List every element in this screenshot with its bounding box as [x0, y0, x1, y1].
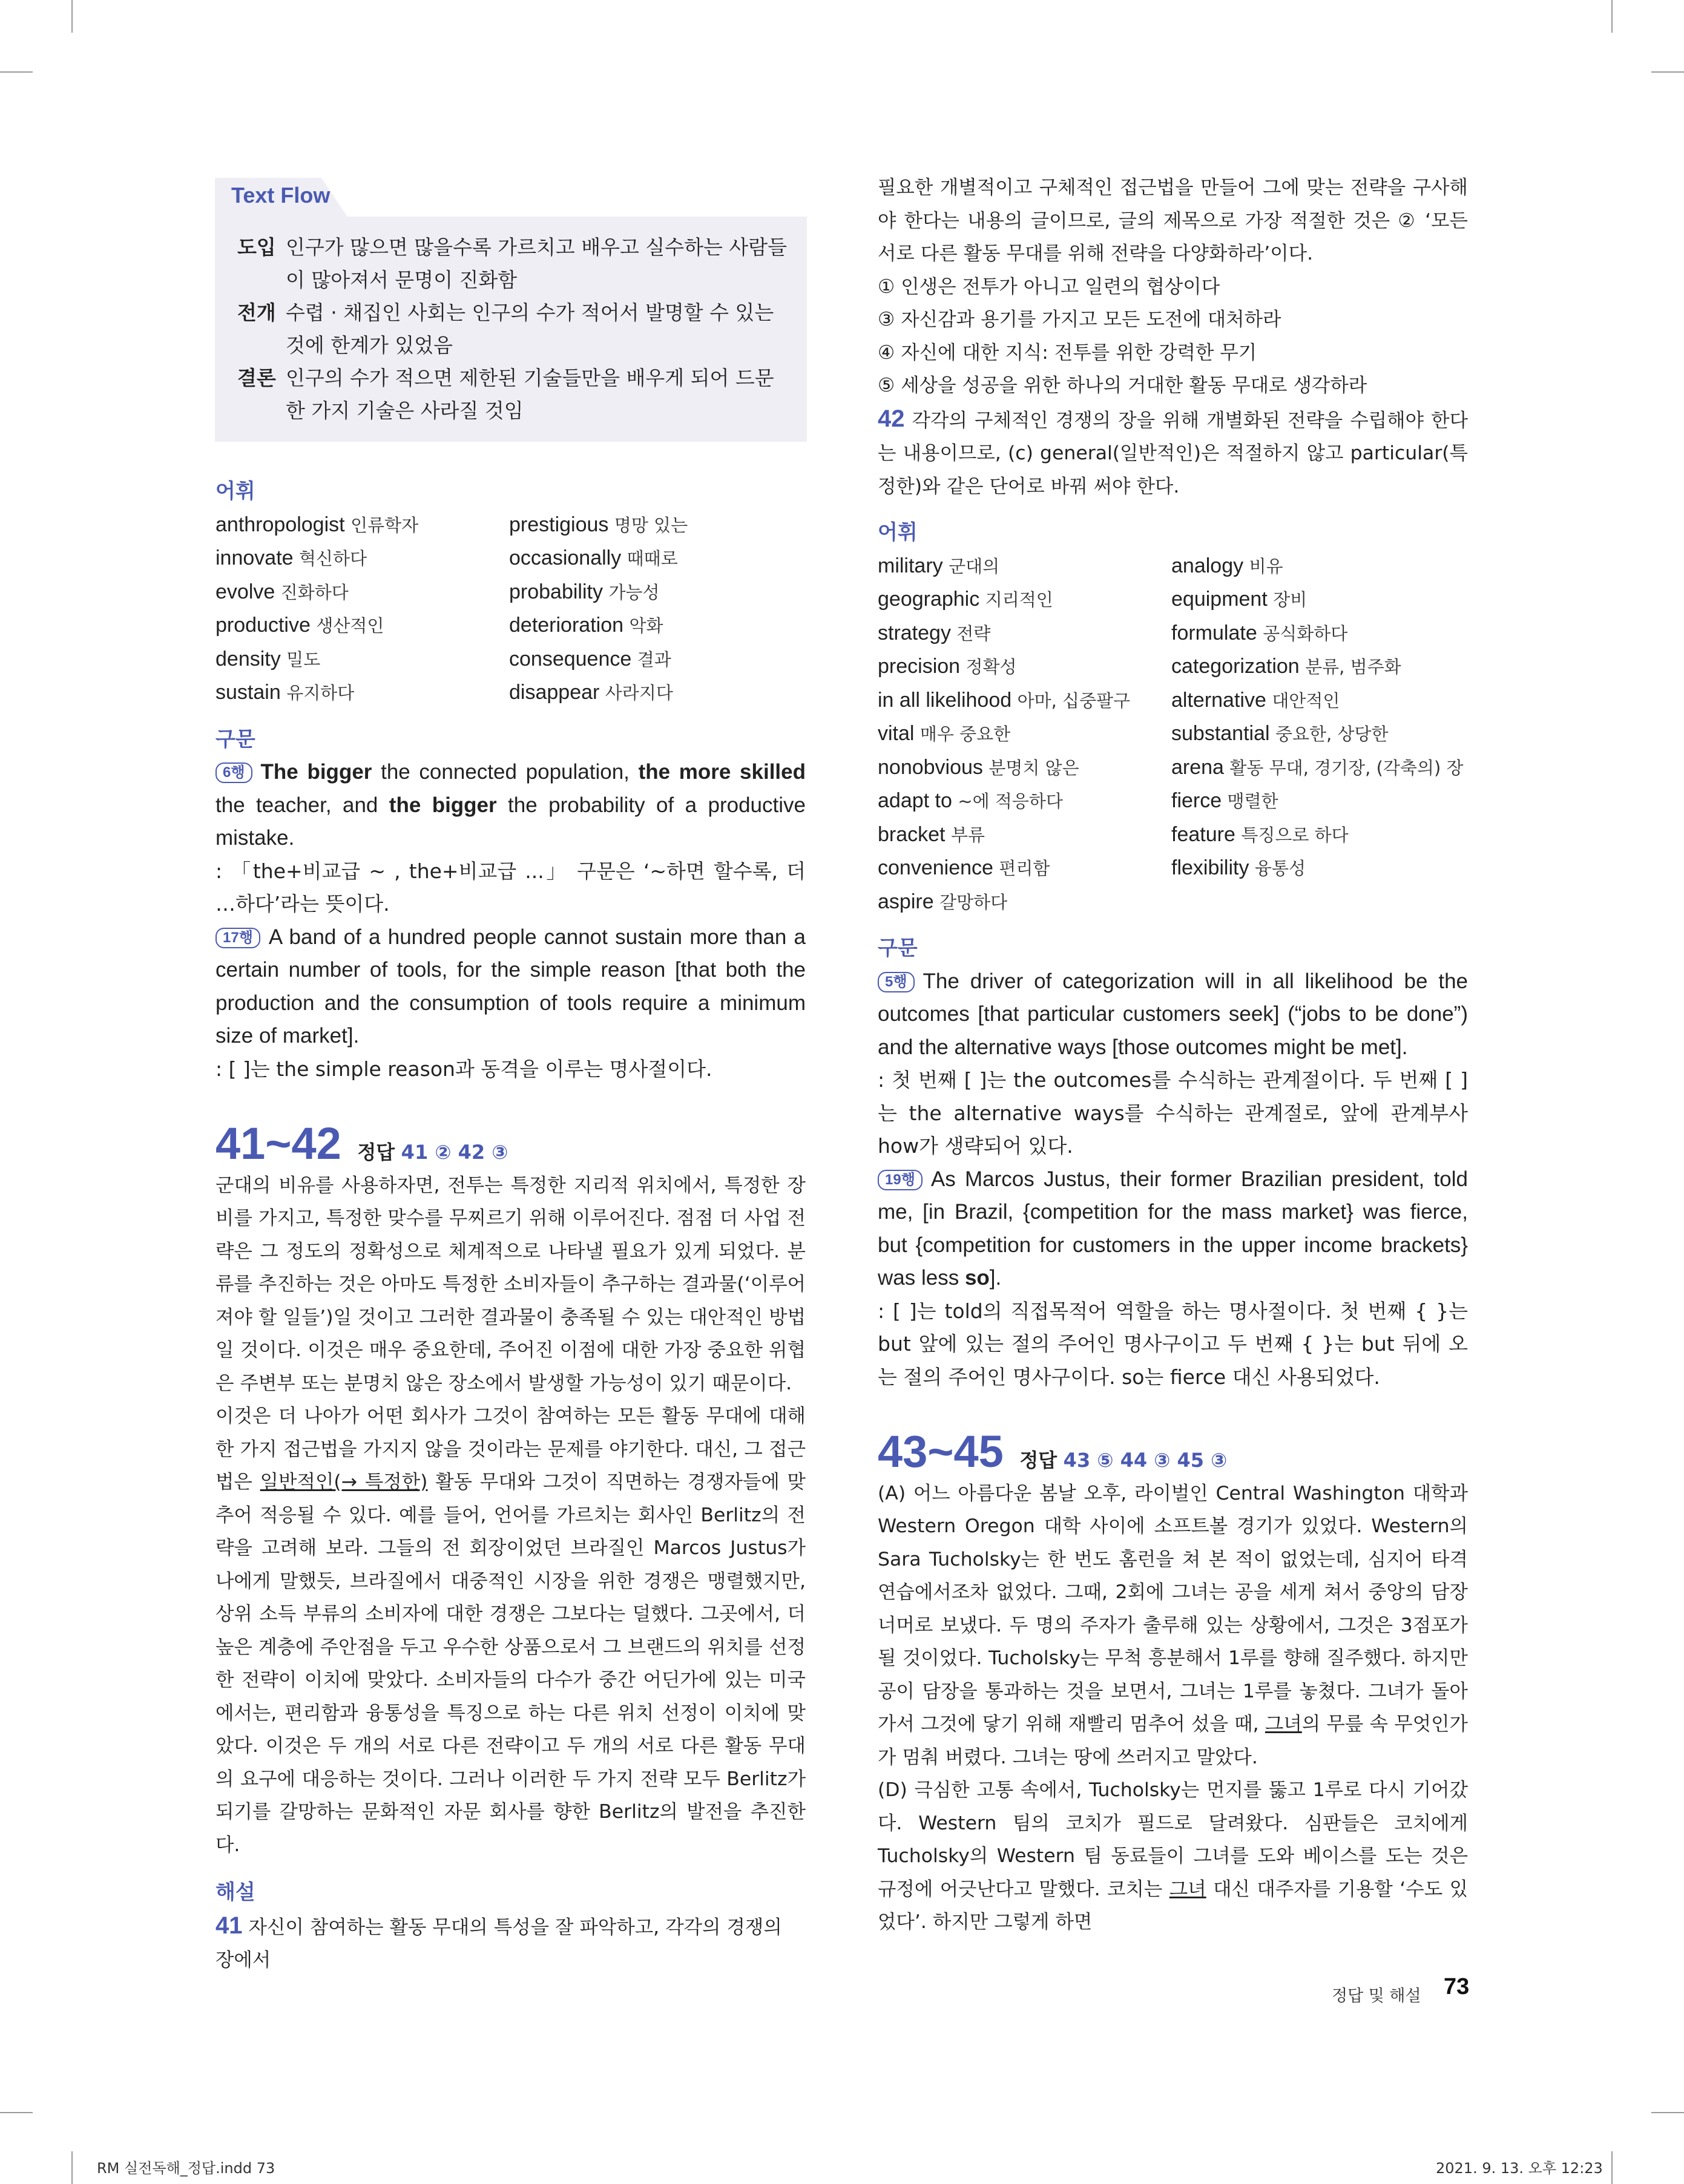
text-flow-label: 전개 [237, 301, 276, 324]
crop-mark [71, 0, 73, 33]
vocab-item: convenience 편리함 [878, 856, 1050, 879]
vocab-item: innovate 혁신하다 [215, 546, 367, 569]
syntax1-heading: 구문 [215, 727, 255, 752]
text-flow-title: Text Flow [231, 183, 331, 208]
option-item: ③ 자신감과 용기를 가지고 모든 도전에 대처하라 [878, 309, 1281, 330]
crop-mark [0, 71, 33, 73]
syntax1-item1: 6행 The bigger the connected population, the more skilled the teacher, and the bigger the probability of a productive mistake. [215, 760, 806, 850]
vocab-item: strategy 전략 [878, 621, 991, 644]
vocab-item: anthropologist 인류학자 [215, 513, 419, 536]
vocab-item: vital 매우 중요한 [878, 722, 1011, 745]
vocab-item: formulate 공식화하다 [1171, 621, 1348, 644]
syntax1-item2: 17행 A band of a hundred people cannot sustain more than a certain number of tools, for the simple reason [that both the production and the consumption of tools require a minimum size of market]. [215, 925, 806, 1048]
crop-mark [0, 2112, 33, 2113]
vocab2-list [878, 549, 1468, 919]
text-flow-label: 결론 [237, 366, 276, 390]
vocab-item: geographic 지리적인 [878, 588, 1053, 611]
vocab-item: substantial 중요한, 상당한 [1171, 722, 1389, 745]
vocab-item: deterioration 악화 [509, 614, 663, 637]
vocab-item: fierce 맹렬한 [1171, 789, 1278, 812]
vocab-item: bracket 부류 [878, 822, 985, 846]
q41-header [215, 1120, 806, 1169]
explain41-text-start: 자신이 참여하는 활동 무대의 특성을 잘 파악하고, 각각의 경쟁의 장에서 [215, 1916, 782, 1971]
q43-header [878, 1428, 1468, 1477]
text-flow-text: 인구의 수가 적으면 제한된 기술들만을 배우게 되어 드문 한 가지 기술은 사라질 것임 [286, 366, 774, 422]
vocab-item: arena 활동 무대, 경기장, (각축의) 장 [1171, 755, 1464, 779]
translation-paragraph: (D) 극심한 고통 속에서, Tucholsky는 먼지를 뚫고 1루로 다시 기어갔다. Western 팀의 코치가 필드로 달려왔다. 심판들은 코치에게 Tucholsky의 Western 팀 동료들이 그녀를 도와 베이스를 도는 것은 규정에 어긋난다고 말했다. 코치는 그녀 대신 대주자를 기용할 ‘수도 있었다’. 하지만 그렇게 하면 [878, 1779, 1468, 1933]
crop-mark [1651, 2112, 1684, 2113]
syntax2-note1: : 첫 번째 [ ]는 the outcomes를 수식하는 관계절이다. 두 번째 [ ]는 the alternative ways를 수식하는 관계절로, 앞에 관계부사 how가 생략되어 있다. [878, 1068, 1468, 1158]
text-flow-text: 인구가 많으면 많을수록 가르치고 배우고 실수하는 사람들이 많아져서 문명이 진화함 [286, 235, 788, 292]
vocab-item: equipment 장비 [1171, 588, 1307, 611]
text-flow-row [237, 362, 788, 427]
vocab-item: feature 특징으로 하다 [1171, 822, 1349, 846]
line-badge: 6행 [215, 762, 252, 783]
crop-mark [1611, 0, 1613, 33]
vocab-item: military 군대의 [878, 554, 1000, 577]
crop-mark [1651, 71, 1684, 73]
syntax2-item1: 5행 The driver of categorization will in all likelihood be the outcomes [that particular customers seek] (“jobs to be done”) and the alternative ways [those outcomes might be met]. [878, 969, 1468, 1059]
vocab-item: categorization 분류, 범주화 [1171, 655, 1401, 678]
crop-mark [1611, 2151, 1613, 2184]
vocab-item: prestigious 명망 있는 [509, 513, 688, 536]
vocab-item: consequence 결과 [509, 647, 671, 671]
answer-label: 정답 [1019, 1449, 1057, 1472]
option-item: ① 인생은 전투가 아니고 일련의 협상이다 [878, 275, 1220, 298]
translation-paragraph: (A) 어느 아름다운 봄날 오후, 라이벌인 Central Washington 대학과 Western Oregon 대학 사이에 소프트볼 경기가 있었다. Western의 Sara Tucholsky는 한 번도 홈런을 쳐 본 적이 없었는데, 심지어 타격 연습에서조차 없었다. 그때, 2회에 그녀는 공을 세게 쳐서 중앙의 담장 너머로 보냈다. 두 명의 주자가 출루해 있는 상황에서, 그것은 3점포가 될 것이었다. Tucholsky는 무척 흥분해서 1루를 향해 질주했다. 하지만 공이 담장을 통과하는 것을 보면서, 그녀는 1루를 놓쳤다. 그녀가 돌아가서 그것에 닿기 위해 재빨리 멈추어 섰을 때, 그녀의 무릎 속 무엇인가가 멈춰 버렸다. 그녀는 땅에 쓰러지고 말았다. [878, 1482, 1468, 1768]
syntax2-heading: 구문 [878, 936, 918, 960]
line-badge: 17행 [215, 928, 260, 948]
translation-paragraph: 이것은 더 나아가 어떤 회사가 그것이 참여하는 모든 활동 무대에 대해 한 가지 접근법을 가지지 않을 것이라는 문제를 야기한다. 대신, 그 접근법은 일반적인(→ 특정한) 활동 무대와 그것이 직면하는 경쟁자들에 맞추어 적응될 수 있다. 예를 들어, 언어를 가르치는 회사인 Berlitz의 전략을 고려해 보라. 그들의 전 회장이었던 브라질인 Marcos Justus가 나에게 말했듯, 브라질에서 대중적인 시장을 위한 경쟁은 맹렬했지만, 상위 소득 부류의 소비자에 대한 경쟁은 그보다는 덜했다. 그곳에서, 더 높은 계층에 주안점을 두고 우수한 상품으로서 그 브랜드의 위치를 선정한 전략이 이치에 맞았다. 소비자들의 다수가 중간 어딘가에 있는 미국에서는, 편리함과 융통성을 특징으로 하는 다른 위치 선정이 이치에 맞았다. 이것은 두 개의 서로 다른 전략이고 두 개의 서로 다른 활동 무대의 요구에 대응하는 것이다. 그러나 이러한 두 가지 전략 모두 Berlitz가 되기를 갈망하는 문화적인 자문 회사를 향한 Berlitz의 발전을 추진한다. [215, 1405, 806, 1856]
vocab2-heading: 어휘 [878, 520, 918, 545]
answer-text: 43 ⑤ 44 ③ 45 ③ [1063, 1449, 1228, 1472]
explain-heading: 해설 [215, 1880, 255, 1904]
vocab-item: sustain 유지하다 [215, 681, 355, 704]
syntax1-note2: : [ ]는 the simple reason과 동격을 이루는 명사절이다. [215, 1057, 712, 1081]
answer-text: 41 ② 42 ③ [401, 1141, 508, 1164]
text-flow-row [237, 231, 788, 297]
vocab1-heading: 어휘 [215, 479, 255, 503]
vocab-item: alternative 대안적인 [1171, 688, 1340, 712]
footer-date: 2021. 9. 13. 오후 12:23 [1436, 2160, 1603, 2177]
crop-mark [71, 2151, 73, 2184]
vocab-item: occasionally 때때로 [509, 546, 678, 569]
syntax2-note2: : [ ]는 told의 직접목적어 역할을 하는 명사절이다. 첫 번째 { }는 but 앞에 있는 절의 주어인 명사구이고 두 번째 { }는 but 뒤에 오는 절의 주어인 명사구이다. so는 fierce 대신 사용되었다. [878, 1299, 1468, 1389]
explain41: 41 자신이 참여하는 활동 무대의 특성을 잘 파악하고, 각각의 경쟁의 장에서 [215, 1912, 782, 1971]
text-flow-label: 도입 [237, 235, 276, 259]
vocab1-list [215, 508, 806, 710]
vocab-item: evolve 진화하다 [215, 580, 349, 603]
vocab-item: flexibility 융통성 [1171, 856, 1306, 879]
explain42: 42 각각의 구체적인 경쟁의 장을 위해 개별화된 전략을 수립해야 한다는 내용이므로, (c) general(일반적인)은 적절하지 않고 particular(특정한)와 같은 단어로 바꿔 써야 한다. [878, 405, 1468, 497]
syntax1-note1: : 「the+비교급 ~ , the+비교급 ...」 구문은 ‘~하면 할수록, 더 …하다’라는 뜻이다. [215, 859, 806, 916]
option-item: ⑤ 세상을 성공을 위한 하나의 거대한 활동 무대로 생각하라 [878, 375, 1367, 396]
vocab-item: precision 정확성 [878, 655, 1017, 678]
footer-file: RM 실전독해_정답.indd 73 [97, 2160, 275, 2177]
vocab-item: analogy 비유 [1171, 554, 1283, 577]
text-flow-text: 수렵 · 채집인 사회는 인구의 수가 적어서 발명할 수 있는 것에 한계가 있었음 [286, 301, 774, 357]
option-item: ④ 자신에 대한 지식: 전투를 위한 강력한 무기 [878, 341, 1257, 364]
line-badge: 19행 [878, 1170, 923, 1190]
syntax2-item2: 19행 As Marcos Justus, their former Brazilian president, told me, [in Brazil, {competition for the mass market} was fierce, but {competition for customers in the upper income brackets} was less so]. [878, 1167, 1468, 1290]
vocab-item: aspire 갈망하다 [878, 890, 1008, 913]
explain41-continued: 필요한 개별적이고 구체적인 접근법을 만들어 그에 맞는 전략을 구사해야 한다는 내용의 글이므로, 글의 제목으로 가장 적절한 것은 ② ‘모든 서로 다른 활동 무대를 위해 전략을 다양화하라’이다. [878, 177, 1468, 264]
vocab-item: density 밀도 [215, 647, 321, 671]
text-flow-row [237, 297, 788, 362]
vocab1-section [215, 475, 806, 1977]
vocab-item: disappear 사라지다 [509, 681, 673, 704]
vocab-item: nonobvious 분명치 않은 [878, 755, 1079, 779]
line-badge: 5행 [878, 972, 915, 992]
answer-label: 정답 [357, 1141, 395, 1164]
right-column [878, 171, 1468, 1939]
vocab-item: in all likelihood 아마, 십중팔구 [878, 688, 1131, 712]
translation-paragraph: 군대의 비유를 사용하자면, 전투는 특정한 지리적 위치에서, 특정한 장비를 가지고, 특정한 맞수를 무찌르기 위해 이루어진다. 점점 더 사업 전략은 그 정도의 정확성으로 체계적으로 나타낼 필요가 있게 되었다. 분류를 추진하는 것은 아마도 특정한 소비자들이 추구하는 결과물(‘이루어져야 할 일들’)일 것이고 그러한 결과물이 충족될 수 있는 대안적인 방법일 것이다. 이것은 매우 중요한데, 주어진 이점에 대한 가장 중요한 위협은 주변부 또는 분명치 않은 장소에서 발생할 가능성이 있기 때문이다. [215, 1174, 806, 1394]
page-number: 73 [1444, 1974, 1470, 1999]
footer-section-label: 정답 및 해설 [1332, 1987, 1421, 2005]
vocab-item: probability 가능성 [509, 580, 660, 603]
question-number: 41~42 [215, 1118, 341, 1169]
question-number: 43~45 [878, 1426, 1004, 1477]
vocab-item: productive 생산적인 [215, 614, 384, 637]
vocab-item: adapt to ~에 적응하다 [878, 789, 1063, 812]
